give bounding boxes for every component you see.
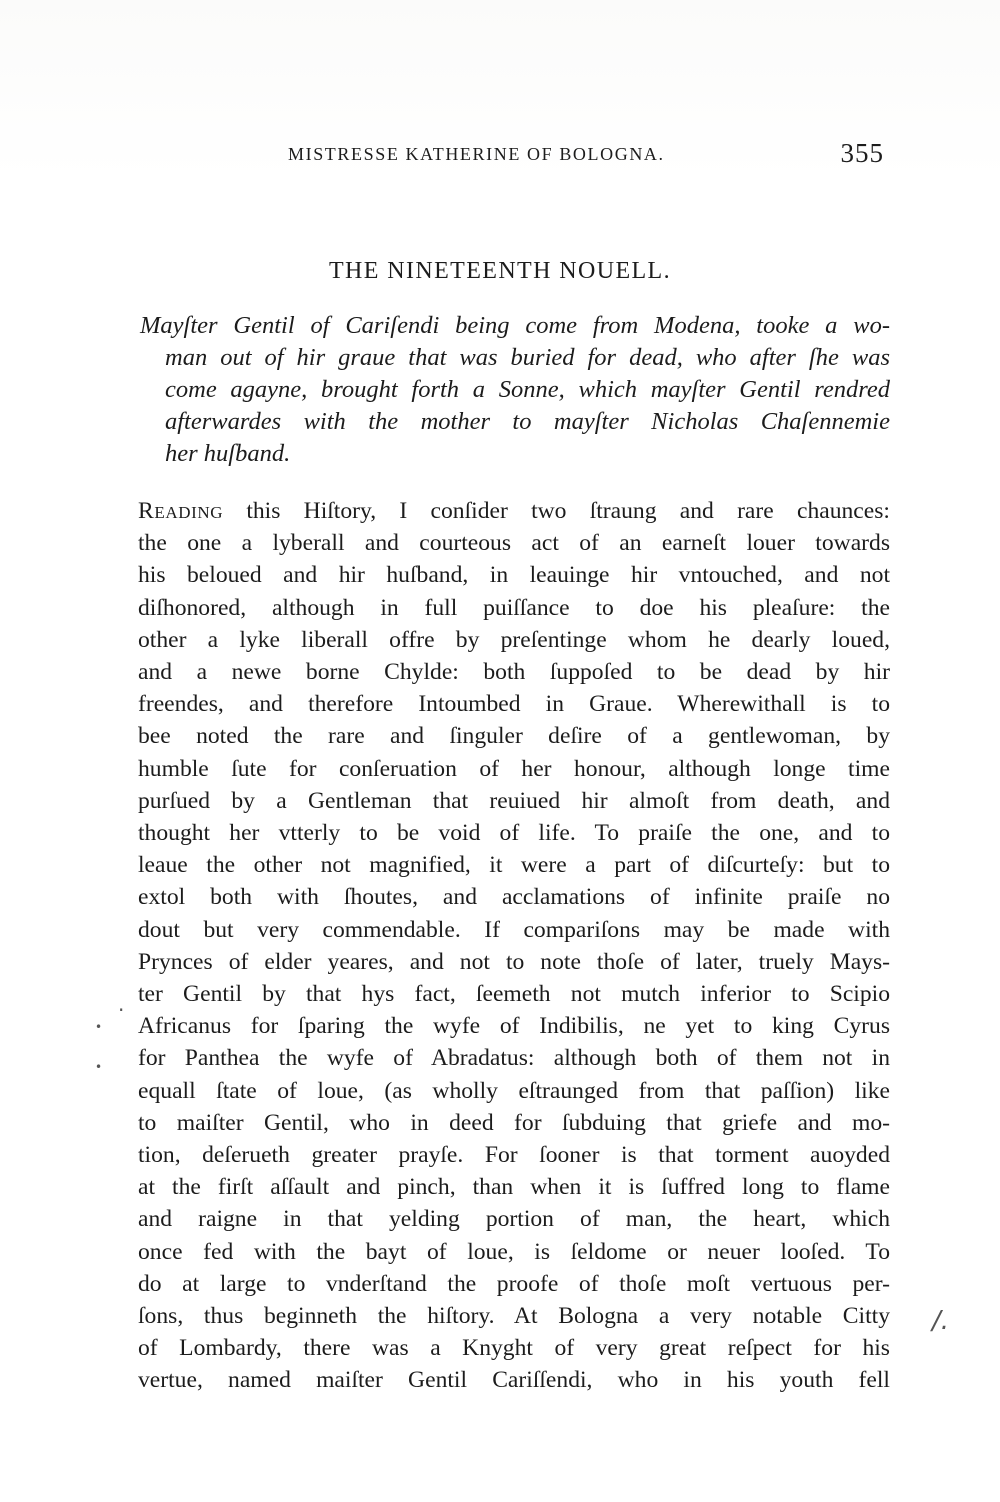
body-line: thought her vtterly to be void of life. To praiſe the one, and to bbox=[138, 820, 890, 847]
body-text bbox=[138, 495, 890, 1397]
margin-dot: . bbox=[118, 992, 125, 1016]
margin-dot: • bbox=[95, 1020, 103, 1034]
body-line: do at large to vnderſtand the proofe of thoſe moſt vertuous per- bbox=[138, 1270, 890, 1297]
body-line: and a newe borne Chylde: both ſuppoſed to be dead by hir bbox=[138, 659, 890, 686]
chapter-title: THE NINETEENTH NOUELL. bbox=[328, 258, 672, 284]
margin-slash-mark: /. bbox=[932, 1306, 950, 1336]
first-line-rest: this Hiſtory, I conſider two ſtraung and rare chaunces: bbox=[223, 498, 890, 524]
body-line: once fed with the bayt of loue, is ſeldome or neuer looſed. To bbox=[138, 1238, 890, 1265]
body-line: Prynces of elder yeares, and not to note thoſe of later, truely Mays- bbox=[138, 948, 890, 975]
body-line: for Panthea the wyfe of Abradatus: although both of them not in bbox=[138, 1045, 890, 1072]
body-line: ſons, thus beginneth the hiſtory. At Bologna a very notable Citty bbox=[138, 1303, 890, 1330]
body-line: his beloued and hir huſband, in leauinge hir vntouched, and not bbox=[138, 562, 890, 589]
argument-line: her huſband. bbox=[165, 440, 291, 467]
argument-line: afterwardes with the mother to mayſter Nicholas Chaſennemie bbox=[165, 408, 890, 435]
body-line: bee noted the rare and ſinguler deſire of a gentlewoman, by bbox=[138, 723, 890, 750]
body-line: ter Gentil by that hys fact, ſeemeth not mutch inferior to Scipio bbox=[138, 981, 890, 1008]
body-line: tion, deſerueth greater prayſe. For ſooner is that torment auoyded bbox=[138, 1142, 890, 1169]
argument-line: come agayne, brought forth a Sonne, which mayſter Gentil rendred bbox=[165, 376, 890, 403]
body-line: diſhonored, although in full puiſſance to doe his pleaſure: the bbox=[138, 594, 890, 621]
body-line: at the firſt aſſault and pinch, than when it is ſuffred long to flame bbox=[138, 1174, 890, 1201]
body-line: equall ſtate of loue, (as wholly eſtraunged from that paſſion) like bbox=[138, 1077, 890, 1104]
body-line: to maiſter Gentil, who in deed for ſubduing that griefe and mo- bbox=[138, 1109, 890, 1136]
body-line: purſued by a Gentleman that reuiued hir almoſt from death, and bbox=[138, 787, 890, 814]
drop-word: Reading bbox=[138, 498, 224, 524]
argument-line: man out of hir graue that was buried for dead, who after ſhe was bbox=[165, 344, 890, 371]
body-line: Africanus for ſparing the wyfe of Indibilis, ne yet to king Cyrus bbox=[138, 1013, 890, 1040]
body-line: extol both with ſhoutes, and acclamations of infinite praiſe no bbox=[138, 884, 890, 911]
running-head-title: MISTRESSE KATHERINE OF BOLOGNA. bbox=[288, 144, 665, 164]
body-line-first bbox=[138, 495, 890, 527]
margin-dot: • bbox=[95, 1060, 103, 1074]
chapter-argument bbox=[140, 310, 890, 470]
body-line: and raigne in that yelding portion of man, the heart, which bbox=[138, 1206, 890, 1233]
body-line: the one a lyberall and courteous act of an earneſt louer towards bbox=[138, 530, 890, 557]
body-line: freendes, and therefore Intoumbed in Graue. Wherewithall is to bbox=[138, 691, 890, 718]
page-number: 355 bbox=[840, 138, 884, 168]
body-line: of Lombardy, there was a Knyght of very great reſpect for his bbox=[138, 1335, 890, 1362]
body-line: other a lyke liberall offre by preſentinge whom he dearly loued, bbox=[138, 626, 890, 653]
body-line: humble ſute for conſeruation of her honour, although longe time bbox=[138, 755, 890, 782]
body-line: leaue the other not magnified, it were a part of diſcurteſy: but to bbox=[138, 852, 890, 879]
body-line: vertue, named maiſter Gentil Cariſſendi, who in his youth fell bbox=[138, 1367, 890, 1394]
argument-line: Mayſter Gentil of Cariſendi being come from Modena, tooke a wo- bbox=[140, 312, 890, 339]
body-line: dout but very commendable. If compariſons may be made with bbox=[138, 916, 890, 943]
